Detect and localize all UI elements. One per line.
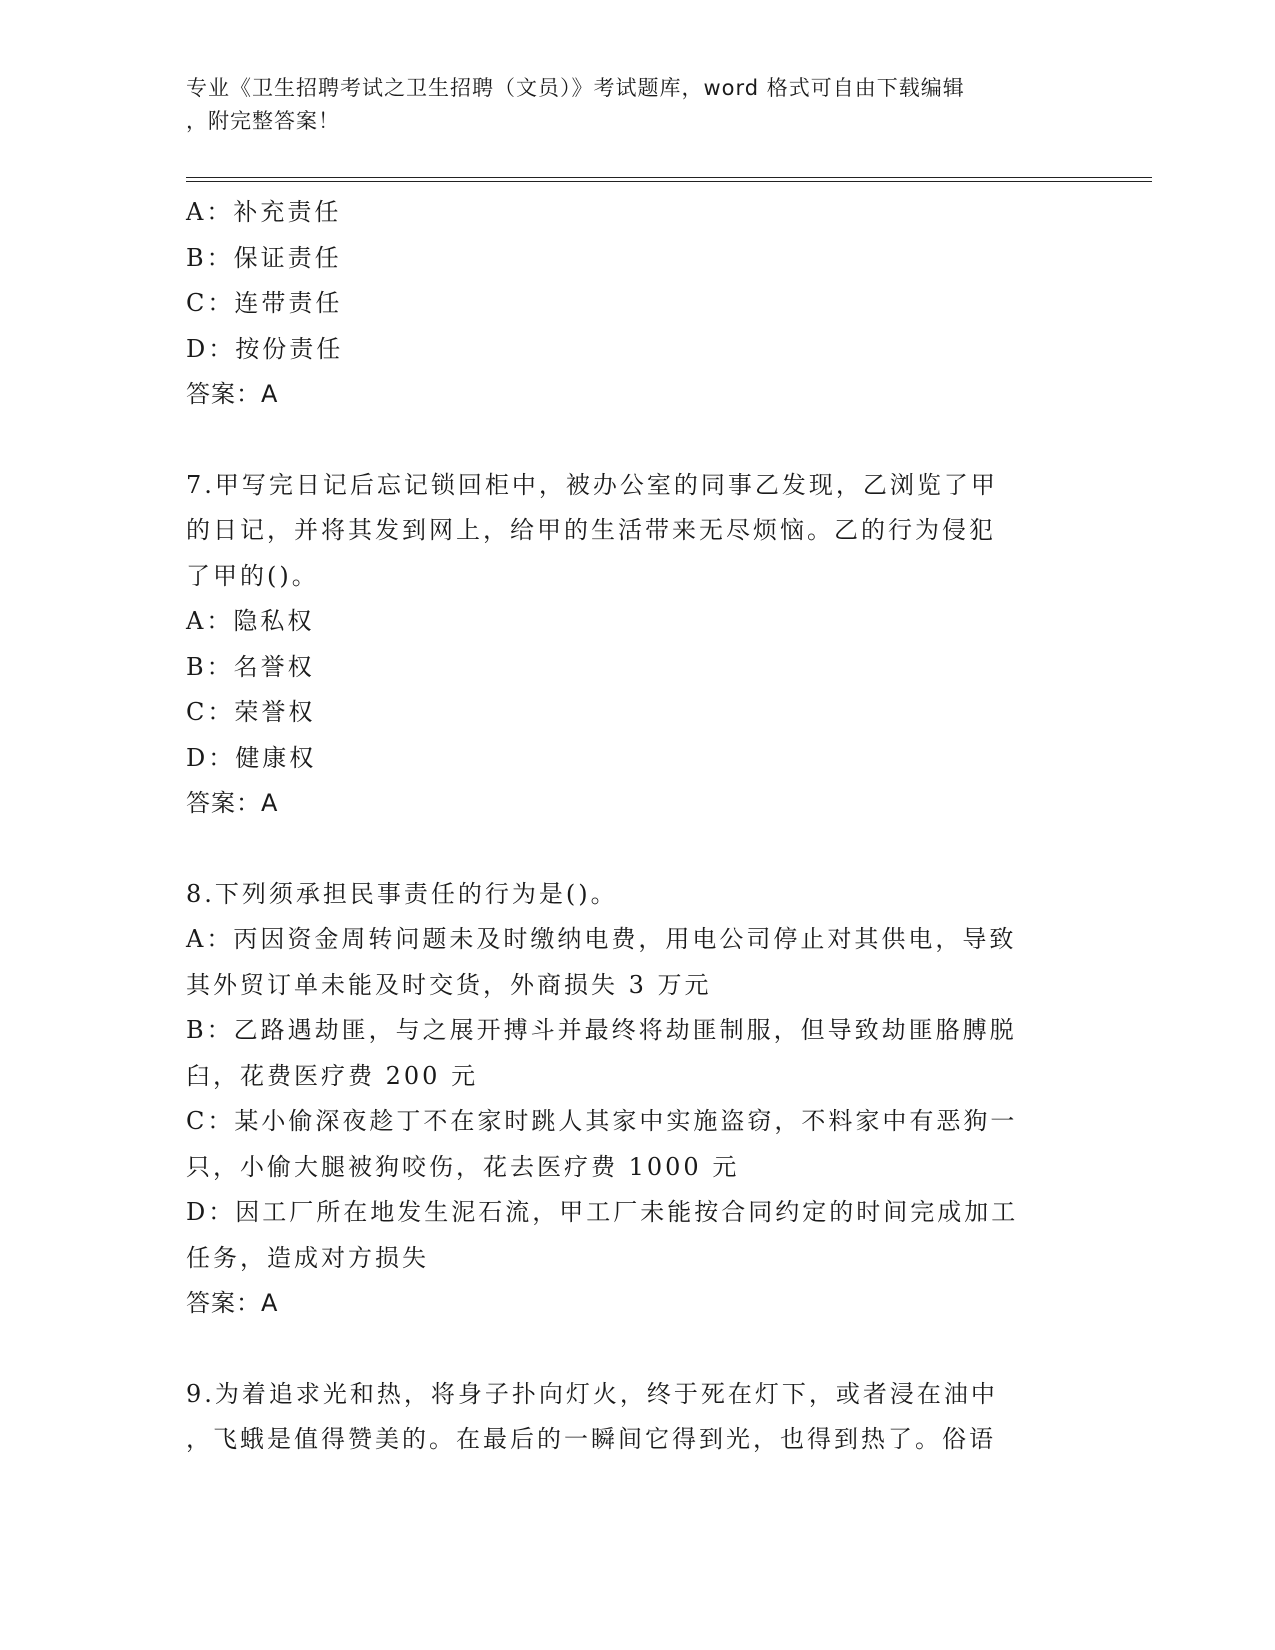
- answer-line: 答案：A: [186, 789, 279, 817]
- question-stem-line: 的日记，并将其发到网上，给甲的生活带来无尽烦恼。乙的行为侵犯: [186, 516, 996, 544]
- option-a: A：隐私权: [186, 607, 315, 635]
- header-line-1: 专业《卫生招聘考试之卫生招聘（文员）》考试题库，word 格式可自由下载编辑: [186, 76, 965, 100]
- question-content: [186, 190, 1086, 1463]
- question-7-block: [186, 463, 1086, 827]
- question-9-block: [186, 1372, 1086, 1463]
- answer-line: 答案：A: [186, 1289, 279, 1317]
- spacer: [186, 827, 1086, 872]
- header-line-2: ，附完整答案！: [186, 109, 340, 133]
- spacer: [186, 1327, 1086, 1372]
- option-d: D：因工厂所在地发生泥石流，甲工厂未能按合同约定的时间完成加工: [186, 1198, 1019, 1226]
- option-b: B：保证责任: [186, 243, 342, 272]
- header-divider-bottom: [186, 181, 1152, 182]
- option-a: A：丙因资金周转问题未及时缴纳电费，用电公司停止对其供电，导致: [186, 925, 1017, 953]
- question-8-block: [186, 872, 1086, 1327]
- option-c: C：某小偷深夜趁丁不在家时跳人其家中实施盗窃，不料家中有恶狗一: [186, 1107, 1018, 1135]
- option-b: B：名誉权: [186, 652, 315, 681]
- option-a-continued: 其外贸订单未能及时交货，外商损失 3 万元: [186, 970, 712, 999]
- question-stem-line: 7.甲写完日记后忘记锁回柜中，被办公室的同事乙发现，乙浏览了甲: [186, 470, 998, 499]
- question-stem-line: 了甲的()。: [186, 561, 319, 590]
- question-stem-line: 8.下列须承担民事责任的行为是()。: [186, 879, 618, 908]
- option-a: A：补充责任: [186, 198, 342, 226]
- question-stem-line: ，飞蛾是值得赞美的。在最后的一瞬间它得到光，也得到热了。俗语: [186, 1425, 996, 1453]
- answer-line: 答案：A: [186, 380, 279, 408]
- option-c-continued: 只，小偷大腿被狗咬伤，花去医疗费 1000 元: [186, 1152, 740, 1181]
- document-header: [186, 72, 1086, 138]
- question-stem-line: 9.为着追求光和热，将身子扑向灯火，终于死在灯下，或者浸在油中: [186, 1379, 998, 1408]
- option-c: C：荣誉权: [186, 698, 316, 726]
- question-6-block: [186, 190, 1086, 418]
- option-d: D：健康权: [186, 743, 317, 772]
- option-b-continued: 臼，花费医疗费 200 元: [186, 1061, 479, 1090]
- header-divider-top: [186, 177, 1152, 178]
- option-c: C：连带责任: [186, 289, 343, 317]
- option-b: B：乙路遇劫匪，与之展开搏斗并最终将劫匪制服，但导致劫匪胳膊脱: [186, 1016, 1017, 1044]
- option-d: D：按份责任: [186, 334, 344, 363]
- option-d-continued: 任务，造成对方损失: [186, 1243, 429, 1272]
- spacer: [186, 418, 1086, 463]
